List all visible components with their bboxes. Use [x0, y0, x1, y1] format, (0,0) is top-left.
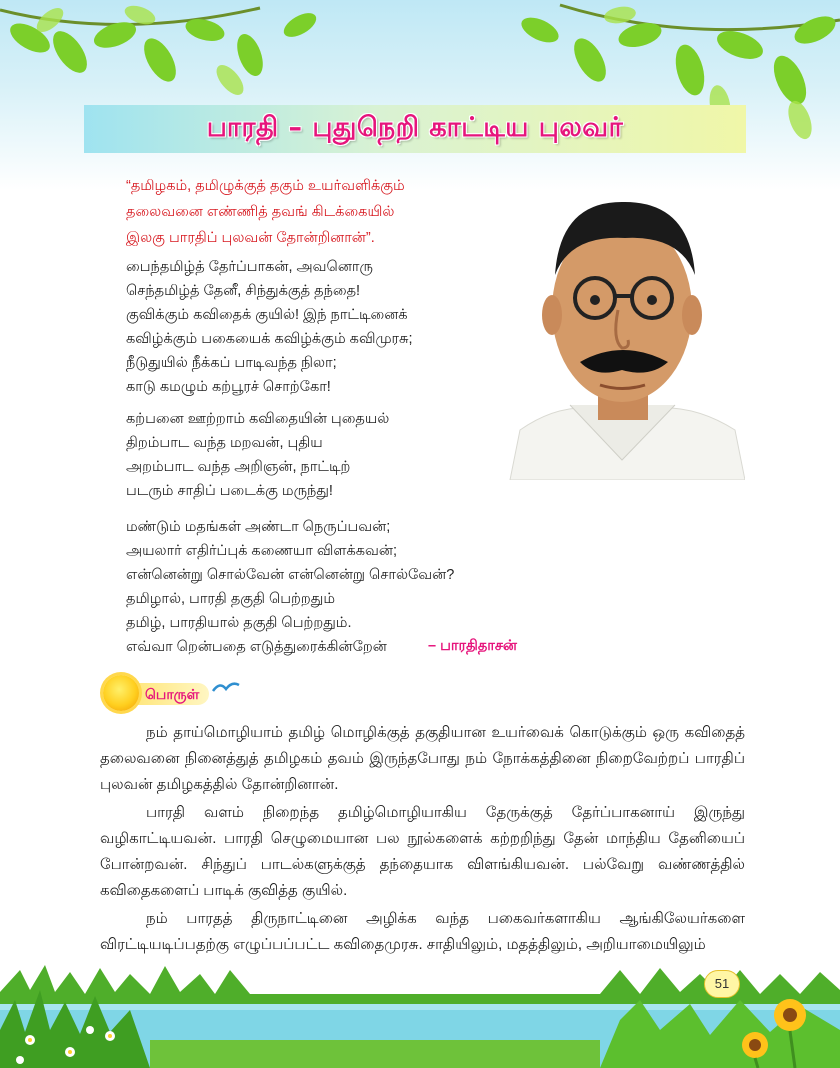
bird-icon [211, 679, 241, 697]
porul-heading [103, 675, 253, 711]
poem-line: கற்பனை ஊற்றாம் கவிதையின் புதையல் [126, 411, 390, 427]
poem-line: நீடுதுயில் நீக்கப் பாடிவந்த நிலா; [126, 355, 337, 371]
porul-label: பொருள் [131, 683, 209, 705]
paragraph [100, 720, 745, 798]
poem-stanza-3 [126, 515, 586, 659]
poem-line: தமிழால், பாரதி தகுதி பெற்றதும் [126, 591, 336, 607]
poem-line: எவ்வா றென்பதை எடுத்துரைக்கின்றேன் [126, 639, 387, 655]
poem-line: கவிழ்க்கும் பகையைக் கவிழ்க்கும் கவிமுரசு; [126, 331, 413, 347]
poem-line: திறம்பாட வந்த மறவன், புதிய [126, 435, 323, 451]
poem-line: செந்தமிழ்த் தேனீ, சிந்துக்குத் தந்தை! [126, 283, 361, 299]
sun-icon [103, 675, 139, 711]
poem-line: என்னென்று சொல்வேன் என்னென்று சொல்வேன்? [126, 567, 455, 583]
title-banner [84, 105, 746, 153]
portrait-image [500, 180, 745, 480]
poem-line: படரும் சாதிப் படைக்கு மருந்து! [126, 483, 333, 499]
page-title: பாரதி – புதுநெறி காட்டிய புலவர் [206, 111, 624, 143]
poem-line: பைந்தமிழ்த் தேர்ப்பாகன், அவனொரு [126, 259, 373, 275]
intro-quote [126, 173, 496, 251]
paragraph [100, 800, 745, 904]
paragraph-text: நம் பாரதத் திருநாட்டினை அழிக்க வந்த பகைவர்களாகிய ஆங்கிலேயர்களை விரட்டியடிப்பதற்கு எழுப்பப்பட்ட கவிதைமுரசு. சாதியிலும், மதத்திலும், அறியாமையிலும் [100, 910, 745, 953]
paragraph-text: நம் தாய்மொழியாம் தமிழ் மொழிக்குத் தகுதியான உயர்வைக் கொடுக்கும் ஒரு கவிதைத் தலைவனை நினைத்துத் தமிழகம் தவம் இருந்தபோது நம் நோக்கத்தினை நிறைவேற்றப் பாரதிப் புலவன் தமிழகத்தில் தோன்றினான். [100, 724, 745, 793]
poem-line: அயலார் எதிர்ப்புக் கணையா விளக்கவன்; [126, 543, 397, 559]
poem-line: தமிழ், பாரதியால் தகுதி பெற்றதும். [126, 615, 352, 631]
paragraph [100, 906, 745, 958]
intro-line: “தமிழகம், தமிழுக்குத் தகும் உயர்வளிக்கும் [126, 178, 405, 194]
intro-line: தலைவனை எண்ணித் தவங் கிடக்கையில் [126, 204, 395, 220]
paragraph-text: பாரதி வளம் நிறைந்த தமிழ்மொழியாகிய தேருக்குத் தேர்ப்பாகனாய் இருந்து வழிகாட்டியவன். பாரதி செழுமையான பல நூல்களைக் கற்றறிந்து தேன் மாந்திய தேனியைப் போன்றவன். சிந்துப் பாடல்களுக்குத் தந்தையாக விளங்கியவன். பல்வேறு வண்ணத்தில் கவிதைகளைப் பாடிக் குவித்த குயில். [100, 804, 745, 899]
poem-line: மண்டும் மதங்கள் அண்டா நெருப்பவன்; [126, 519, 391, 535]
page-number: 51 [704, 970, 740, 998]
poem-line: காடு கமழும் கற்பூரச் சொற்கோ! [126, 379, 331, 395]
poem-line: குவிக்கும் கவிதைக் குயில்! இந் நாட்டினைக் [126, 307, 408, 323]
intro-line: இலகு பாரதிப் புலவன் தோன்றினான்”. [126, 230, 375, 246]
poem-line: அறம்பாட வந்த அறிஞன், நாட்டிற் [126, 459, 351, 475]
poem-author: – பாரதிதாசன் [428, 638, 517, 654]
